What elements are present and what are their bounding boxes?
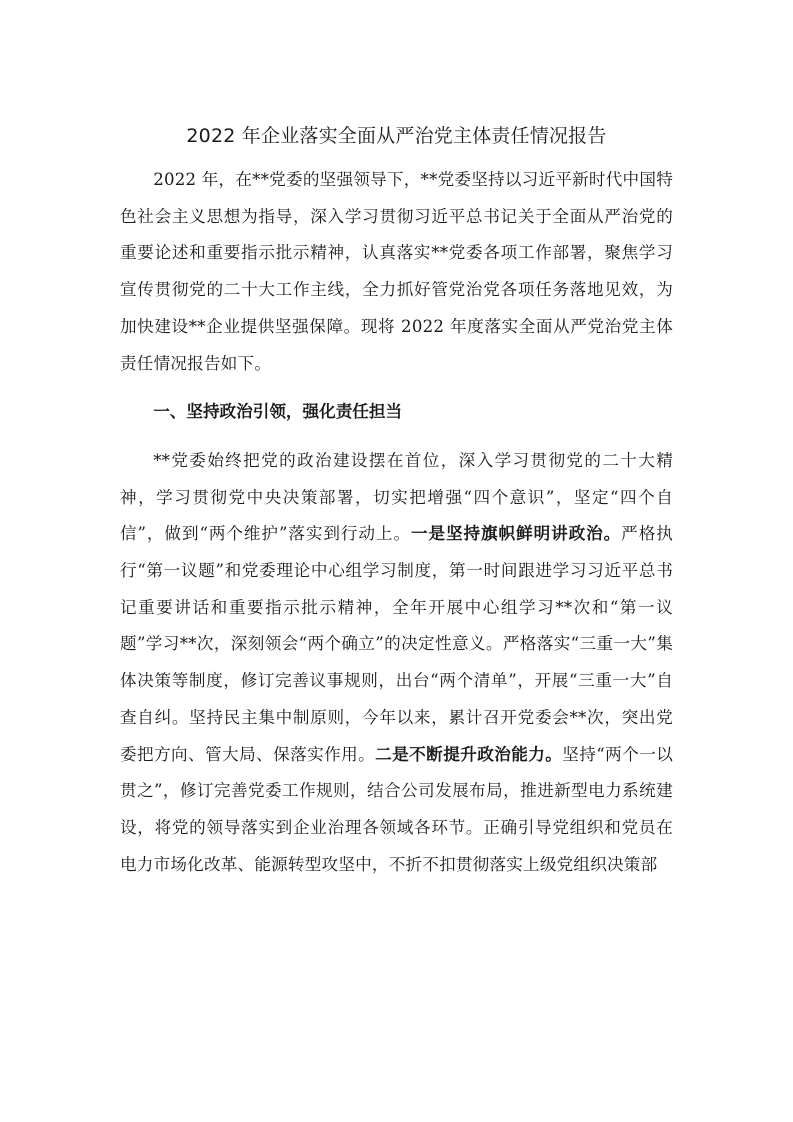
section-1-paragraph (120, 443, 673, 883)
section-1-text-b: 严格执行“第一议题”和党委理论中心组学习制度，第一时间跟进学习习近平总书记重要讲话和重要指示批示精神，全年开展中心组学习**次和“第一议题”学习**次，深刻领会“两个确立”的决定性意义。严格落实“三重一大”集体决策等制度，修订完善议事规则，出台“两个清单”，开展“三重一大”自查自纠。坚持民主集中制原则，今年以来，累计召开党委会**次，突出党委把方向、管大局、保落实作用。 (120, 524, 673, 764)
section-1-bold-point-2: 二是不断提升政治能力。 (375, 744, 563, 764)
intro-paragraph: 2022 年，在**党委的坚强领导下，**党委坚持以习近平新时代中国特色社会主义思想为指导，深入学习贯彻习近平总书记关于全面从严治党的重要论述和重要指示批示精神，认真落实**党委各项工作部署，聚焦学习宣传贯彻党的二十大工作主线，全力抓好管党治党各项任务落地见效，为加快建设**企业提供坚强保障。现将 2022 年度落实全面从严党治党主体责任情况报告如下。 (120, 170, 673, 373)
document-title: 2022 年企业落实全面从严治党主体责任情况报告 (186, 125, 607, 147)
section-heading-1: 一、坚持政治引领，强化责任担当 (153, 402, 403, 422)
document-page (120, 112, 673, 883)
section-1-text-a: **党委始终把党的政治建设摆在首位，深入学习贯彻党的二十大精神，学习贯彻党中央决策部署，切实把增强“四个意识”，坚定“四个自信”，做到“两个维护”落实到行动上。 (120, 450, 673, 544)
section-1-text-c: 坚持“两个一以贯之”，修订完善党委工作规则，结合公司发展布局，推进新型电力系统建设，将党的领导落实到企业治理各领域各环节。正确引导党组织和党员在电力市场化改革、能源转型攻坚中，不折不扣贯彻落实上级党组织决策部 (120, 744, 674, 874)
section-1-bold-point-1: 一是坚持旗帜鲜明讲政治。 (410, 524, 622, 544)
